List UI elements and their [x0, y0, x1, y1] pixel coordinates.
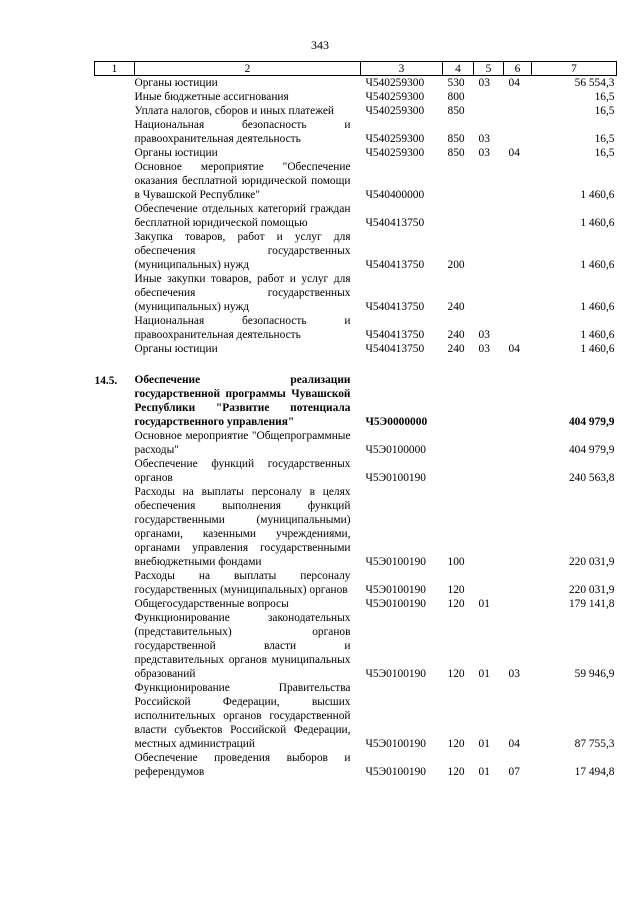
- subsection-code: 04: [508, 77, 520, 89]
- section-code: [474, 104, 504, 118]
- item-name: Расходы на выплаты персоналу государственных (муниципальных) органов: [134, 570, 351, 596]
- section-code: [474, 373, 504, 429]
- spacer-row: [95, 356, 617, 373]
- section-code: 03: [478, 343, 490, 355]
- target-code: Ч5Э0100190: [365, 766, 426, 778]
- target-code: Ч5Э0100190: [365, 584, 426, 596]
- item-name: Органы юстиции: [134, 343, 218, 355]
- column-header: 1: [95, 62, 135, 76]
- section-code: [474, 429, 504, 457]
- section-code: 03: [478, 147, 490, 159]
- column-header: 2: [135, 62, 361, 76]
- item-name: Закупка товаров, работ и услуг для обеспечения государственных (муниципальных) нужд: [134, 231, 351, 271]
- table-row: [95, 160, 617, 202]
- expense-type-code: 850: [447, 105, 465, 117]
- section-code: 03: [478, 329, 490, 341]
- target-code: Ч540400000: [365, 189, 425, 201]
- target-code: Ч540413750: [365, 259, 425, 271]
- row-number: [95, 202, 135, 230]
- item-name: Национальная безопасность и правоохранительная деятельность: [134, 119, 351, 145]
- expense-type-code: 100: [447, 556, 465, 568]
- row-number: [95, 611, 135, 681]
- section-code: [474, 485, 504, 569]
- row-number: [95, 342, 135, 356]
- expense-type-code: 120: [447, 738, 465, 750]
- target-code: Ч5Э0100000: [365, 444, 426, 456]
- subsection-code: [504, 202, 532, 230]
- row-number: [95, 118, 135, 146]
- section-code: 01: [478, 598, 490, 610]
- expense-type-code: [443, 373, 474, 429]
- subsection-code: 07: [508, 766, 520, 778]
- item-name: Расходы на выплаты персоналу в целях обеспечения выполнения функций государственными (муниципальными) органами, казенными учреждениями, органами управления государственными внебюджетными фондами: [134, 486, 351, 568]
- section-code: [474, 457, 504, 485]
- table-row: [95, 272, 617, 314]
- expense-type-code: [443, 202, 474, 230]
- table-row: [95, 118, 617, 146]
- table-row: [95, 597, 617, 611]
- amount: 1 460,6: [580, 217, 615, 229]
- section-code: [474, 569, 504, 597]
- column-header: 6: [504, 62, 532, 76]
- item-name: Обеспечение реализации государственной программы Чувашской Республики "Развитие потенциала государственного управления": [134, 374, 351, 428]
- target-code: Ч540413750: [365, 343, 425, 355]
- row-number: [95, 76, 135, 91]
- item-name: Обеспечение функций государственных органов: [134, 458, 351, 484]
- row-number: [95, 230, 135, 272]
- amount: 17 494,8: [574, 766, 615, 778]
- expense-type-code: 240: [447, 343, 465, 355]
- target-code: Ч5Э0100190: [365, 668, 426, 680]
- row-number: [95, 160, 135, 202]
- expense-type-code: 240: [447, 301, 465, 313]
- amount: 220 031,9: [568, 584, 615, 596]
- table-row: [95, 457, 617, 485]
- table-row: [95, 611, 617, 681]
- section-code: 01: [478, 738, 490, 750]
- subsection-code: 04: [508, 343, 520, 355]
- subsection-code: 03: [508, 668, 520, 680]
- section-code: [474, 272, 504, 314]
- table-row: [95, 751, 617, 779]
- table-row: [95, 429, 617, 457]
- row-number: [95, 314, 135, 342]
- section-code: [474, 202, 504, 230]
- item-name: Функционирование законодательных (представительных) органов государственной власти и представительных органов муниципальных образований: [134, 612, 351, 680]
- row-number: [95, 104, 135, 118]
- table-row: [95, 76, 617, 91]
- target-code: Ч540413750: [365, 301, 425, 313]
- target-code: Ч5Э0100190: [365, 598, 426, 610]
- amount: 16,5: [594, 91, 615, 103]
- item-name: Основное мероприятие "Общепрограммные расходы": [134, 430, 351, 456]
- item-name: Уплата налогов, сборов и иных платежей: [134, 105, 334, 117]
- item-name: Органы юстиции: [134, 77, 218, 89]
- target-code: Ч540259300: [365, 91, 425, 103]
- subsection-code: [504, 569, 532, 597]
- section-code: 03: [478, 77, 490, 89]
- expense-type-code: 120: [447, 766, 465, 778]
- subsection-code: [504, 457, 532, 485]
- section-code: 03: [478, 133, 490, 145]
- expense-type-code: 120: [447, 668, 465, 680]
- target-code: Ч540413750: [365, 217, 425, 229]
- subsection-code: [504, 429, 532, 457]
- amount: 1 460,6: [580, 189, 615, 201]
- subsection-code: [504, 272, 532, 314]
- amount: 1 460,6: [580, 329, 615, 341]
- column-header: 3: [361, 62, 443, 76]
- expense-type-code: [443, 457, 474, 485]
- expense-type-code: 120: [447, 584, 465, 596]
- subsection-code: [504, 118, 532, 146]
- expense-type-code: 800: [447, 91, 465, 103]
- row-number: [95, 90, 135, 104]
- target-code: Ч5Э0100190: [365, 556, 426, 568]
- item-name: Иные бюджетные ассигнования: [134, 91, 289, 103]
- subsection-code: 04: [508, 147, 520, 159]
- expense-type-code: 240: [447, 329, 465, 341]
- amount: 404 979,9: [568, 416, 615, 428]
- section-code: 01: [478, 668, 490, 680]
- section-code: [474, 90, 504, 104]
- subsection-code: [504, 373, 532, 429]
- expense-type-code: 530: [447, 77, 465, 89]
- item-name: Органы юстиции: [134, 147, 218, 159]
- amount: 240 563,8: [568, 472, 615, 484]
- section-code: [474, 230, 504, 272]
- table-row: [95, 202, 617, 230]
- row-number: [95, 272, 135, 314]
- target-code: Ч540259300: [365, 147, 425, 159]
- item-name: Иные закупки товаров, работ и услуг для обеспечения государственных (муниципальных) нужд: [134, 273, 351, 313]
- expense-type-code: [443, 160, 474, 202]
- item-name: Национальная безопасность и правоохранительная деятельность: [134, 315, 351, 341]
- table-header-row: [95, 62, 617, 76]
- subsection-code: 04: [508, 738, 520, 750]
- column-header: 5: [474, 62, 504, 76]
- expense-type-code: [443, 429, 474, 457]
- amount: 404 979,9: [568, 444, 615, 456]
- amount: 1 460,6: [580, 301, 615, 313]
- amount: 16,5: [594, 147, 615, 159]
- target-code: Ч5Э0000000: [365, 416, 428, 428]
- amount: 56 554,3: [574, 77, 615, 89]
- section-code: [474, 160, 504, 202]
- table-row: [95, 104, 617, 118]
- subsection-code: [504, 160, 532, 202]
- table-row: [95, 342, 617, 356]
- column-header: 7: [532, 62, 617, 76]
- subsection-code: [504, 230, 532, 272]
- row-number: [95, 485, 135, 569]
- target-code: Ч540259300: [365, 105, 425, 117]
- amount: 16,5: [594, 105, 615, 117]
- row-number: 14.5.: [94, 375, 118, 387]
- expense-type-code: 120: [447, 598, 465, 610]
- amount: 1 460,6: [580, 259, 615, 271]
- target-code: Ч540259300: [365, 133, 425, 145]
- subsection-code: [504, 90, 532, 104]
- budget-table: [94, 61, 617, 779]
- amount: 87 755,3: [574, 738, 615, 750]
- table-row: [95, 90, 617, 104]
- row-number: [95, 569, 135, 597]
- expense-type-code: 850: [447, 133, 465, 145]
- target-code: Ч540413750: [365, 329, 425, 341]
- item-name: Обеспечение отдельных категорий граждан бесплатной юридической помощью: [134, 203, 351, 229]
- row-number: [95, 597, 135, 611]
- expense-type-code: 850: [447, 147, 465, 159]
- item-name: Основное мероприятие "Обеспечение оказания бесплатной юридической помощи в Чувашской Республике": [134, 161, 351, 201]
- row-number: [95, 681, 135, 751]
- amount: 16,5: [594, 133, 615, 145]
- amount: 179 141,8: [568, 598, 615, 610]
- subsection-code: [504, 104, 532, 118]
- table-row: [95, 146, 617, 160]
- subsection-code: [504, 597, 532, 611]
- column-header: 4: [443, 62, 474, 76]
- subsection-code: [504, 485, 532, 569]
- item-name: Функционирование Правительства Российской Федерации, высших исполнительных органов государственной власти субъектов Российской Федерации, местных администраций: [134, 682, 351, 750]
- row-number: [95, 429, 135, 457]
- table-row: [95, 373, 617, 429]
- table-row: [95, 314, 617, 342]
- row-number: [95, 457, 135, 485]
- row-number: [95, 146, 135, 160]
- item-name: Общегосударственные вопросы: [134, 598, 289, 610]
- target-code: Ч5Э0100190: [365, 472, 426, 484]
- table-row: [95, 230, 617, 272]
- expense-type-code: 200: [447, 259, 465, 271]
- row-number: [95, 751, 135, 779]
- target-code: Ч540259300: [365, 77, 425, 89]
- section-code: 01: [478, 766, 490, 778]
- target-code: Ч5Э0100190: [365, 738, 426, 750]
- table-row: [95, 681, 617, 751]
- table-row: [95, 569, 617, 597]
- table-row: [95, 485, 617, 569]
- page-number: 343: [311, 38, 329, 52]
- amount: 1 460,6: [580, 343, 615, 355]
- amount: 220 031,9: [568, 556, 615, 568]
- amount: 59 946,9: [574, 668, 615, 680]
- item-name: Обеспечение проведения выборов и референдумов: [134, 752, 351, 778]
- subsection-code: [504, 314, 532, 342]
